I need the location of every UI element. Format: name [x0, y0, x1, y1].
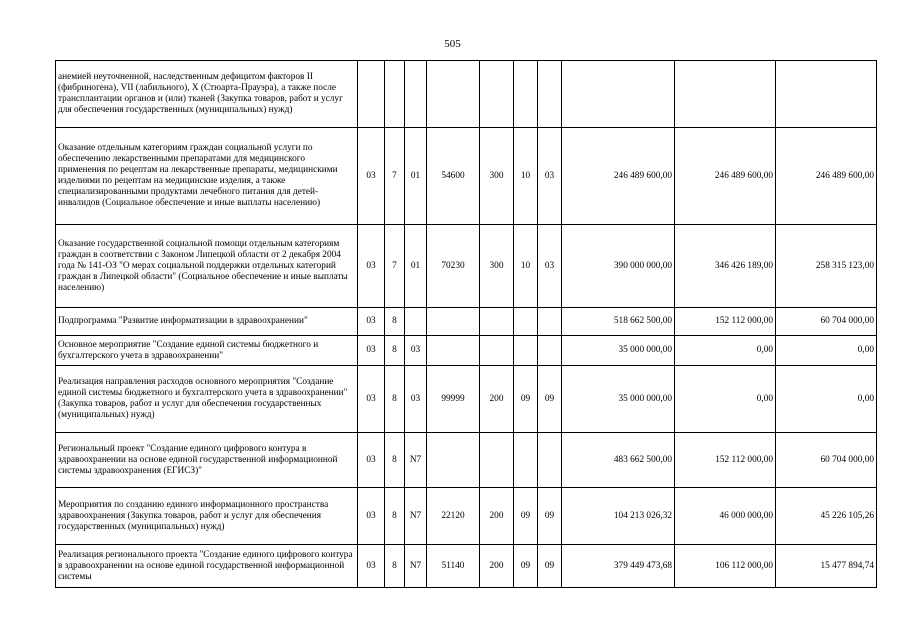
expense-code: 99999: [427, 366, 480, 433]
amount-year-3: [776, 61, 877, 128]
section-code: 03: [358, 128, 385, 225]
amount-year-3: 60 704 000,00: [776, 308, 877, 336]
chapter-code: [514, 433, 538, 488]
table-row: [56, 488, 877, 545]
section-code: 03: [358, 308, 385, 336]
expense-type-code: 200: [480, 545, 514, 588]
amount-year-1: 246 489 600,00: [562, 128, 675, 225]
row-description: Реализация направления расходов основного мероприятия "Создание единой системы бюджетного и бухгалтерского учета в здравоохранении" (Закупка товаров, работ и услуг для обеспечения государственных (муниципальных) нужд): [56, 366, 358, 433]
amount-year-2: 346 426 189,00: [675, 225, 776, 308]
expense-type-code: 200: [480, 488, 514, 545]
program-code: 8: [385, 336, 405, 366]
chapter-code: 09: [514, 366, 538, 433]
expense-code: [427, 61, 480, 128]
subprogram-code: 01: [405, 128, 427, 225]
expense-type-code: 300: [480, 128, 514, 225]
amount-year-1: [562, 61, 675, 128]
program-code: [385, 61, 405, 128]
amount-year-2: 0,00: [675, 366, 776, 433]
amount-year-2: 0,00: [675, 336, 776, 366]
table-row: [56, 308, 877, 336]
subsection-code: [538, 308, 562, 336]
table-row: [56, 128, 877, 225]
amount-year-1: 390 000 000,00: [562, 225, 675, 308]
amount-year-2: 152 112 000,00: [675, 433, 776, 488]
program-code: 8: [385, 433, 405, 488]
table-row: [56, 336, 877, 366]
expense-code: 22120: [427, 488, 480, 545]
row-description: анемией неуточненной, наследственным дефицитом факторов II (фибриногена), VII (лабильного), X (Стюарта-Прауэра), а также после трансплантации органов и (или) тканей (Закупка товаров, работ и услуг для обеспечения государственных (муниципальных) нужд): [56, 61, 358, 128]
section-code: 03: [358, 225, 385, 308]
subprogram-code: N7: [405, 488, 427, 545]
chapter-code: [514, 61, 538, 128]
section-code: 03: [358, 545, 385, 588]
page-number: 505: [444, 38, 461, 50]
program-code: 7: [385, 225, 405, 308]
amount-year-2: 46 000 000,00: [675, 488, 776, 545]
subsection-code: [538, 61, 562, 128]
program-code: 8: [385, 366, 405, 433]
subsection-code: 09: [538, 366, 562, 433]
row-description: Подпрограмма "Развитие информатизации в здравоохранении": [56, 308, 358, 336]
table-row: [56, 545, 877, 588]
budget-table: [55, 60, 877, 588]
program-code: 7: [385, 128, 405, 225]
table-row: [56, 366, 877, 433]
subprogram-code: N7: [405, 433, 427, 488]
expense-type-code: 200: [480, 366, 514, 433]
program-code: 8: [385, 308, 405, 336]
row-description: Региональный проект "Создание единого цифрового контура в здравоохранении на основе единой государственной информационной системы здравоохранения (ЕГИСЗ)": [56, 433, 358, 488]
expense-code: [427, 336, 480, 366]
subsection-code: 09: [538, 545, 562, 588]
expense-type-code: [480, 336, 514, 366]
subsection-code: [538, 433, 562, 488]
program-code: 8: [385, 488, 405, 545]
subprogram-code: 03: [405, 336, 427, 366]
row-description: Мероприятия по созданию единого информационного пространства здравоохранения (Закупка товаров, работ и услуг для обеспечения государственных (муниципальных) нужд): [56, 488, 358, 545]
amount-year-3: 258 315 123,00: [776, 225, 877, 308]
subprogram-code: [405, 61, 427, 128]
amount-year-3: 246 489 600,00: [776, 128, 877, 225]
amount-year-1: 35 000 000,00: [562, 366, 675, 433]
row-description: Оказание государственной социальной помощи отдельным категориям граждан в соответствии с Законом Липецкой области от 2 декабря 2004 года № 141-ОЗ "О мерах социальной поддержки отдельных категорий граждан в Липецкой области" (Социальное обеспечение и иные выплаты населению): [56, 225, 358, 308]
amount-year-3: 60 704 000,00: [776, 433, 877, 488]
expense-code: [427, 308, 480, 336]
section-code: 03: [358, 488, 385, 545]
amount-year-2: 106 112 000,00: [675, 545, 776, 588]
amount-year-3: 0,00: [776, 366, 877, 433]
chapter-code: [514, 308, 538, 336]
expense-code: 54600: [427, 128, 480, 225]
subsection-code: 03: [538, 128, 562, 225]
amount-year-3: 45 226 105,26: [776, 488, 877, 545]
amount-year-1: 379 449 473,68: [562, 545, 675, 588]
amount-year-1: 518 662 500,00: [562, 308, 675, 336]
chapter-code: [514, 336, 538, 366]
expense-type-code: [480, 433, 514, 488]
table-row: [56, 433, 877, 488]
amount-year-2: [675, 61, 776, 128]
amount-year-1: 35 000 000,00: [562, 336, 675, 366]
table-row: [56, 61, 877, 128]
expense-code: [427, 433, 480, 488]
subprogram-code: [405, 308, 427, 336]
section-code: [358, 61, 385, 128]
amount-year-2: 246 489 600,00: [675, 128, 776, 225]
subsection-code: 03: [538, 225, 562, 308]
subprogram-code: 03: [405, 366, 427, 433]
chapter-code: 10: [514, 225, 538, 308]
amount-year-2: 152 112 000,00: [675, 308, 776, 336]
expense-type-code: [480, 308, 514, 336]
subprogram-code: 01: [405, 225, 427, 308]
row-description: Реализация регионального проекта "Создание единого цифрового контура в здравоохранении на основе единой государственной информационной системы: [56, 545, 358, 588]
expense-type-code: [480, 61, 514, 128]
program-code: 8: [385, 545, 405, 588]
amount-year-3: 0,00: [776, 336, 877, 366]
row-description: Оказание отдельным категориям граждан социальной услуги по обеспечению лекарственными препаратами для медицинского применения по рецептам на лекарственные препараты, медицинскими изделиями по рецептам на медицинские изделия, а также специализированными продуктами лечебного питания для детей-инвалидов (Социальное обеспечение и иные выплаты населению): [56, 128, 358, 225]
section-code: 03: [358, 366, 385, 433]
row-description: Основное мероприятие "Создание единой системы бюджетного и бухгалтерского учета в здравоохранении": [56, 336, 358, 366]
subsection-code: [538, 336, 562, 366]
table-row: [56, 225, 877, 308]
subprogram-code: N7: [405, 545, 427, 588]
section-code: 03: [358, 336, 385, 366]
amount-year-1: 483 662 500,00: [562, 433, 675, 488]
chapter-code: 09: [514, 488, 538, 545]
expense-code: 51140: [427, 545, 480, 588]
amount-year-3: 15 477 894,74: [776, 545, 877, 588]
subsection-code: 09: [538, 488, 562, 545]
expense-type-code: 300: [480, 225, 514, 308]
chapter-code: 09: [514, 545, 538, 588]
section-code: 03: [358, 433, 385, 488]
chapter-code: 10: [514, 128, 538, 225]
amount-year-1: 104 213 026,32: [562, 488, 675, 545]
expense-code: 70230: [427, 225, 480, 308]
